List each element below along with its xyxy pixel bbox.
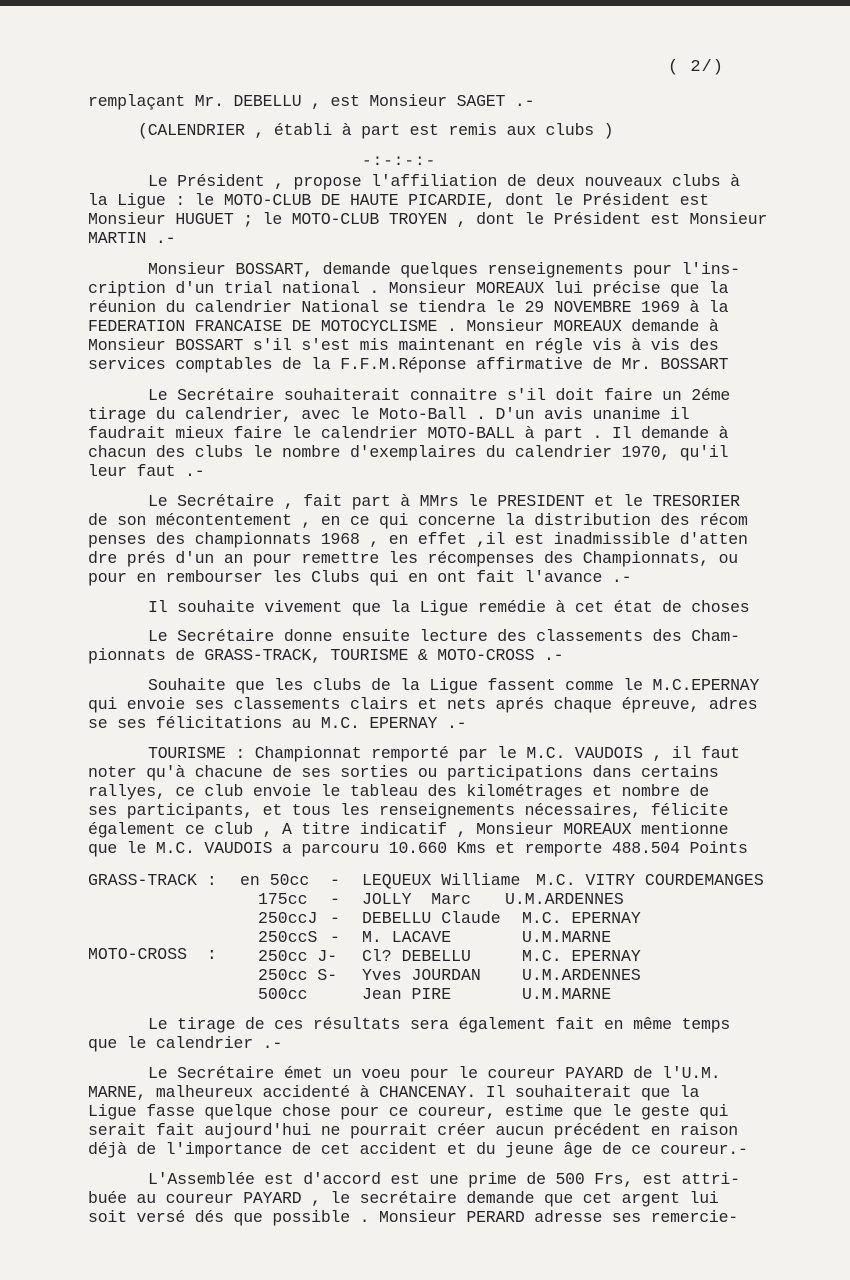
paragraph-line: rallyes, ce club envoie le tableau des kilométrages et nombre de xyxy=(88,782,709,801)
opening-line-2: (CALENDRIER , établi à part est remis aux clubs ) xyxy=(138,121,614,140)
opening-line-1: remplaçant Mr. DEBELLU , est Monsieur SAGET .- xyxy=(88,92,535,111)
paragraph-line: déjà de l'importance de cet accident et du jeune âge de ce coureur.- xyxy=(88,1140,748,1159)
paragraph-line: L'Assemblée est d'accord est une prime de 500 Frs, est attri- xyxy=(148,1170,740,1189)
result-rider: JOLLY Marc xyxy=(362,890,471,909)
result-class: 250cc S- xyxy=(258,966,338,985)
paragraph-line: FEDERATION FRANCAISE DE MOTOCYCLISME . Monsieur MOREAUX demande à xyxy=(88,317,719,336)
paragraph-line: MARTIN .- xyxy=(88,229,176,248)
result-club: U.M.ARDENNES xyxy=(505,890,624,909)
paragraph-line: chacun des clubs le nombre d'exemplaires du calendrier 1970, qu'il xyxy=(88,443,729,462)
paragraph-line: Le Secrétaire , fait part à MMrs le PRESIDENT et le TRESORIER xyxy=(148,492,740,511)
result-rider: Jean PIRE xyxy=(362,985,452,1004)
result-dash: - xyxy=(330,928,340,947)
result-club: M.C. EPERNAY xyxy=(522,909,641,928)
paragraph-line: Le Président , propose l'affiliation de deux nouveaux clubs à xyxy=(148,172,740,191)
paragraph-line: de son mécontentement , en ce qui concerne la distribution des récom xyxy=(88,511,748,530)
paragraph-line: noter qu'à chacune de ses sorties ou participations dans certains xyxy=(88,763,719,782)
result-rider: LEQUEUX Williame xyxy=(362,871,521,890)
paragraph-line: penses des championnats 1968 , en effet ,il est inadmissible d'atten xyxy=(88,530,748,549)
result-class: 250ccS xyxy=(258,928,318,947)
result-club: U.M.MARNE xyxy=(522,928,612,947)
paragraph-line: Monsieur HUGUET ; le MOTO-CLUB TROYEN , dont le Président est Monsieur xyxy=(88,210,768,229)
result-rider: M. LACAVE xyxy=(362,928,452,947)
paragraph-line: Monsieur BOSSART, demande quelques renseignements pour l'ins- xyxy=(148,260,740,279)
paragraph-line: qui envoie ses classements clairs et nets aprés chaque épreuve, adres xyxy=(88,695,758,714)
paragraph-line: services comptables de la F.F.M.Réponse affirmative de Mr. BOSSART xyxy=(88,355,729,374)
paragraph-line: Le tirage de ces résultats sera également fait en même temps xyxy=(148,1015,731,1034)
result-class: 175cc xyxy=(258,890,308,909)
paragraph-line: la Ligue : le MOTO-CLUB DE HAUTE PICARDIE, dont le Président est xyxy=(88,191,709,210)
paragraph-line: Monsieur BOSSART s'il s'est mis maintenant en régle vis à vis des xyxy=(88,336,719,355)
paragraph-line: réunion du calendrier National se tiendra le 29 NOVEMBRE 1969 à la xyxy=(88,298,729,317)
section-separator: -:-:-:- xyxy=(362,152,437,170)
paragraph-line: soit versé dés que possible . Monsieur PERARD adresse ses remercie- xyxy=(88,1208,739,1227)
result-club: M.C. VITRY COURDEMANGES xyxy=(536,871,764,890)
paragraph-line: dre prés d'un an pour remettre les récompenses des Championnats, ou xyxy=(88,549,739,568)
result-dash: - xyxy=(330,890,340,909)
paragraph-line: pionnats de GRASS-TRACK, TOURISME & MOTO-CROSS .- xyxy=(88,646,564,665)
paragraph-line: tirage du calendrier, avec le Moto-Ball . D'un avis unanime il xyxy=(88,405,690,424)
paragraph-line: Le Secrétaire souhaiterait connaitre s'il doit faire un 2éme xyxy=(148,386,731,405)
moto-cross-label: MOTO-CROSS : xyxy=(88,945,217,964)
paragraph-line: que le calendrier .- xyxy=(88,1034,283,1053)
paragraph-line: leur faut .- xyxy=(88,462,205,481)
paragraph-line: Il souhaite vivement que la Ligue remédie à cet état de choses xyxy=(148,598,750,617)
paragraph-line: faudrait mieux faire le calendrier MOTO-BALL à part . Il demande à xyxy=(88,424,729,443)
result-rider: DEBELLU Claude xyxy=(362,909,501,928)
paragraph-line: cription d'un trial national . Monsieur MOREAUX lui précise que la xyxy=(88,279,729,298)
paragraph-line: Le Secrétaire donne ensuite lecture des classements des Cham- xyxy=(148,627,740,646)
paragraph-line: serait fait aujourd'hui ne pourrait créer aucun précédent en raison xyxy=(88,1121,739,1140)
result-class: 500cc xyxy=(258,985,308,1004)
page-number: ( 2/) xyxy=(668,58,725,77)
paragraph-line: également ce club , A titre indicatif , Monsieur MOREAUX mentionne xyxy=(88,820,729,839)
paragraph-line: se ses félicitations au M.C. EPERNAY .- xyxy=(88,714,467,733)
result-club: M.C. EPERNAY xyxy=(522,947,641,966)
paragraph-line: MARNE, malheureux accidenté à CHANCENAY. Il souhaiterait que la xyxy=(88,1083,700,1102)
result-rider: Yves JOURDAN xyxy=(362,966,481,985)
paragraph-line: Le Secrétaire émet un voeu pour le coureur PAYARD de l'U.M. xyxy=(148,1064,721,1083)
result-class: 250ccJ xyxy=(258,909,318,928)
result-class: en 50cc xyxy=(240,871,310,890)
paragraph-line: TOURISME : Championnat remporté par le M.C. VAUDOIS , il faut xyxy=(148,744,740,763)
paragraph-line: Ligue fasse quelque chose pour ce coureur, estime que le geste qui xyxy=(88,1102,729,1121)
paragraph-line: Souhaite que les clubs de la Ligue fassent comme le M.C.EPERNAY xyxy=(148,676,760,695)
result-dash: - xyxy=(330,871,340,890)
grass-track-label: GRASS-TRACK : xyxy=(88,871,217,890)
result-dash: - xyxy=(330,909,340,928)
result-club: U.M.MARNE xyxy=(522,985,612,1004)
paragraph-line: pour en rembourser les Clubs qui en ont fait l'avance .- xyxy=(88,568,632,587)
paragraph-line: que le M.C. VAUDOIS a parcouru 10.660 Kms et remporte 488.504 Points xyxy=(88,839,748,858)
result-rider: Cl? DEBELLU xyxy=(362,947,471,966)
result-class: 250cc J- xyxy=(258,947,338,966)
result-club: U.M.ARDENNES xyxy=(522,966,641,985)
paragraph-line: ses participants, et tous les renseignements nécessaires, félicite xyxy=(88,801,729,820)
paragraph-line: buée au coureur PAYARD , le secrétaire demande que cet argent lui xyxy=(88,1189,719,1208)
